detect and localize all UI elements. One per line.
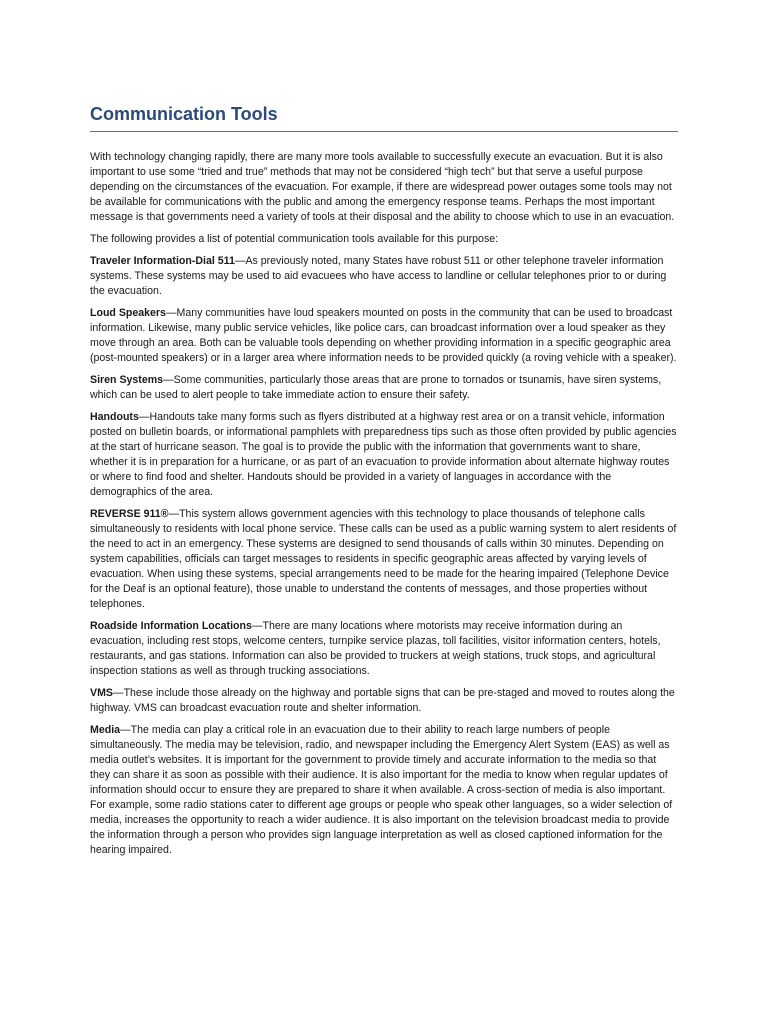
tool-term: Siren Systems: [90, 374, 164, 386]
tool-description: —There are many locations where motorists may receive information during an evacuation, including rest stops, welcome centers, turnpike service plazas, toll facilities, visitor information centers, hotels, restaurants, and gas stations. Information can also be provided to truckers at weigh stations, truck stops, and agricultural inspection stations as well as through trucking associations.: [90, 620, 661, 677]
tool-term: REVERSE 911®: [90, 508, 169, 520]
tool-loud-speakers: [90, 306, 678, 366]
tool-term: Media: [90, 724, 121, 736]
tool-description: —Some communities, particularly those areas that are prone to tornados or tsunamis, have siren systems, which can be used to alert people to take immediate action to ensure their safety.: [90, 374, 662, 401]
tool-siren-systems: [90, 373, 678, 403]
tool-term: Traveler Information-Dial 511: [90, 255, 235, 267]
tool-description: —As previously noted, many States have robust 511 or other telephone traveler information systems. These systems may be used to aid evacuees who have access to landline or cellular telephones prior to or during the evacuation.: [90, 255, 667, 297]
tool-description: —Many communities have loud speakers mounted on posts in the community that can be used to broadcast information. Likewise, many public service vehicles, like police cars, can broadcast information over a loud speaker as they move through an area. Both can be valuable tools depending on whether providing information in a specific geographic area (post-mounted speakers) or in a larger area where information needs to be provided quickly (a roving vehicle with a speaker).: [90, 307, 677, 364]
tool-description: —The media can play a critical role in an evacuation due to their ability to reach large numbers of people simultaneously. The media may be television, radio, and newspaper including the Emergency Alert System (EAS) as well as media outlet’s websites. It is important for the government to provide timely and accurate information to the media so that they can share it as soon as possible with their audience. It is also important for the media to know when regular updates of information should occur to ensure they are prepared to share it when available. A cross-section of media is also important. For example, some radio stations cater to different age groups or people who speak other languages, so a wider selection of media, increases the opportunity to reach a wider audience. It is also important on the television broadcast media to provide the information through a person who provides sign language interpretation as well as closed captioned information for the hearing impaired.: [90, 724, 673, 856]
tool-description: —This system allows government agencies with this technology to place thousands of telephone calls simultaneously to residents with local phone service. These calls can be used as a public warning system to alert residents of the need to act in an emergency. These systems are designed to send thousands of calls within 30 minutes. Depending on system capabilities, officials can target messages to residents in specific geographic areas affected by varying levels of evacuation. When using these systems, special arrangements need to be made for the hearing impaired (Telephone Device for the Deaf is an optional feature), those unable to understand the contents of messages, and those properties without telephones.: [90, 508, 677, 610]
list-intro-paragraph: The following provides a list of potential communication tools available for this purpose:: [90, 233, 499, 245]
tool-term: Handouts: [90, 411, 139, 423]
tool-term: Roadside Information Locations: [90, 620, 252, 632]
tool-reverse-911: [90, 507, 678, 612]
tool-description: —Handouts take many forms such as flyers distributed at a highway rest area or on a transit vehicle, information posted on bulletin boards, or informational pamphlets with preparedness tips such as those often provided by public agencies at the start of hurricane season. The goal is to provide the public with the information that governments want to share, whether it is in preparation for a hurricane, or as part of an evacuation to provide information about alternate highway routes or where to find food and shelter. Handouts should be provided in a variety of languages in accordance with the demographics of the area.: [90, 411, 677, 498]
tool-term: Loud Speakers: [90, 307, 166, 319]
tool-traveler-information: [90, 254, 678, 299]
tool-media: [90, 723, 678, 858]
page-title: Communication Tools: [90, 104, 278, 124]
tool-term: VMS: [90, 687, 113, 699]
tool-description: —These include those already on the highway and portable signs that can be pre-staged and moved to routes along the highway. VMS can broadcast evacuation route and shelter information.: [90, 687, 675, 714]
document-page: [90, 102, 678, 865]
tool-vms: [90, 686, 678, 716]
tool-handouts: [90, 410, 678, 500]
title-divider: [90, 131, 678, 132]
intro-paragraph: With technology changing rapidly, there are many more tools available to successfully execute an evacuation. But it is also important to use some “tried and true” methods that may not be considered “high tech” but that serve a useful purpose depending on the circumstances of the evacuation. For example, if there are widespread power outages some tools may not be available for communications with the public and among the emergency response teams. Perhaps the most important message is that governments need a variety of tools at their disposal and the ability to choose which to use in an evacuation.: [90, 151, 675, 223]
tool-roadside-information: [90, 619, 678, 679]
